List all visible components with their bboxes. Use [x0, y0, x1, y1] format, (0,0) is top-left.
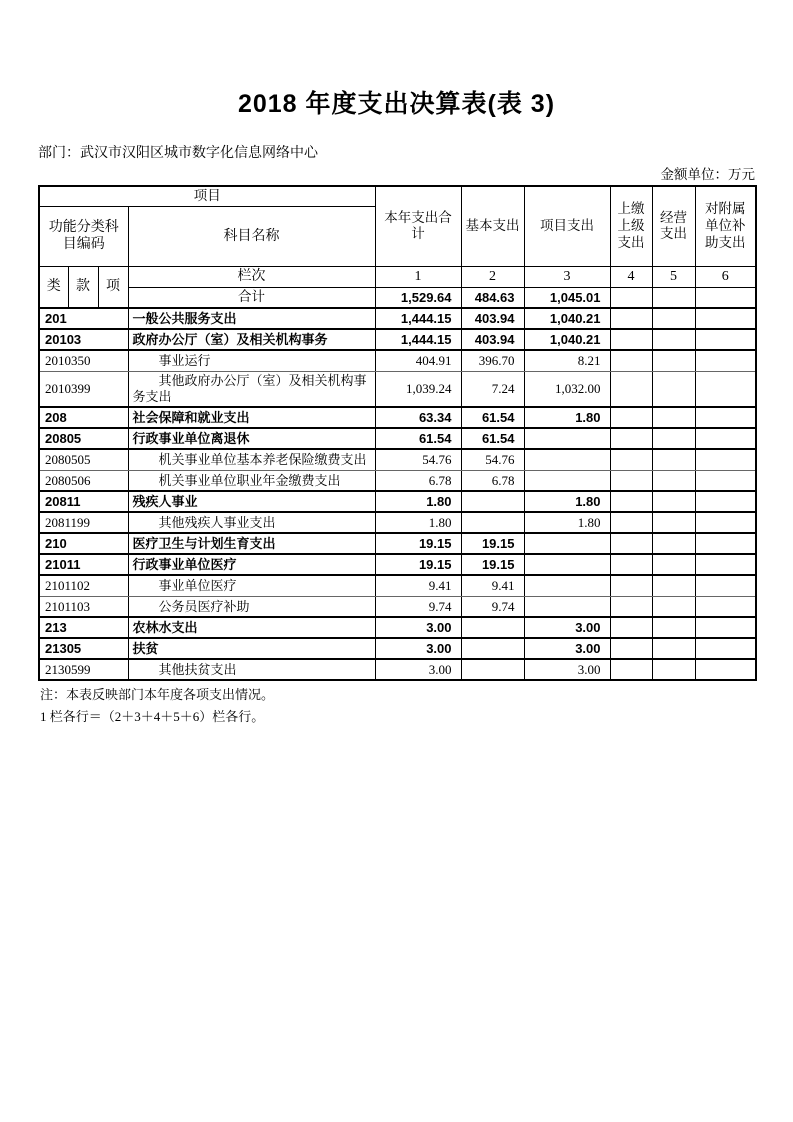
amount-project-cell	[524, 449, 610, 470]
table-row	[39, 659, 756, 680]
amount-subsidy-cell	[695, 575, 756, 596]
amount-subsidy-cell	[695, 659, 756, 680]
class-header: 类	[39, 266, 68, 308]
amount-upper-cell	[610, 638, 652, 659]
amount-subsidy-cell	[695, 428, 756, 449]
func-code-cell: 20811	[39, 491, 128, 512]
amount-upper-cell	[610, 470, 652, 491]
amount-operating-cell	[652, 407, 695, 428]
section-header: 款	[68, 266, 98, 308]
amount-upper-cell	[610, 491, 652, 512]
func-code-cell: 2010399	[39, 371, 128, 407]
func-code-cell: 2130599	[39, 659, 128, 680]
column-index: 1	[375, 266, 461, 287]
func-code-cell: 2101102	[39, 575, 128, 596]
amount-subsidy-cell	[695, 350, 756, 371]
amount-total-cell: 61.54	[375, 428, 461, 449]
amount-basic-cell: 7.24	[461, 371, 524, 407]
amount-upper-cell	[610, 407, 652, 428]
amount-total-cell: 9.41	[375, 575, 461, 596]
amount-basic-cell: 396.70	[461, 350, 524, 371]
amount-upper-cell	[610, 308, 652, 329]
table-row	[39, 470, 756, 491]
table-header	[39, 186, 756, 308]
amount-subsidy-cell	[695, 470, 756, 491]
amount-basic-cell	[461, 491, 524, 512]
col-header-total: 本年支出合计	[375, 186, 461, 266]
amount-subsidy-cell	[695, 512, 756, 533]
func-code-cell: 20103	[39, 329, 128, 350]
amount-basic-cell: 9.41	[461, 575, 524, 596]
amount-project-cell: 1,040.21	[524, 308, 610, 329]
subject-name-cell: 事业单位医疗	[128, 575, 375, 596]
note-1: 注：本表反映部门本年度各项支出情况。	[40, 687, 275, 703]
amount-basic-cell: 61.54	[461, 407, 524, 428]
subject-name-cell: 扶贫	[128, 638, 375, 659]
func-code-cell: 213	[39, 617, 128, 638]
amount-subsidy-cell	[695, 638, 756, 659]
amount-operating-cell	[652, 533, 695, 554]
subject-name-cell: 机关事业单位基本养老保险缴费支出	[128, 449, 375, 470]
func-code-cell: 2101103	[39, 596, 128, 617]
amount-project-cell: 1,032.00	[524, 371, 610, 407]
func-code-cell: 2080505	[39, 449, 128, 470]
table-row	[39, 617, 756, 638]
subject-name-cell: 政府办公厅（室）及相关机构事务	[128, 329, 375, 350]
amount-upper-cell	[610, 575, 652, 596]
func-code-cell: 2080506	[39, 470, 128, 491]
amount-operating-cell	[652, 575, 695, 596]
table-row	[39, 371, 756, 407]
document-meta	[38, 142, 755, 183]
table-row	[39, 350, 756, 371]
column-index: 5	[652, 266, 695, 287]
project-header: 项目	[39, 186, 375, 206]
subject-name-cell: 其他残疾人事业支出	[128, 512, 375, 533]
amount-subsidy-cell	[695, 371, 756, 407]
amount-basic-cell: 61.54	[461, 428, 524, 449]
amount-basic-cell: 19.15	[461, 554, 524, 575]
amount-project-cell: 3.00	[524, 638, 610, 659]
expenditure-table	[38, 185, 757, 681]
subject-name-cell: 机关事业单位职业年金缴费支出	[128, 470, 375, 491]
column-index: 3	[524, 266, 610, 287]
amount-subsidy-cell	[695, 329, 756, 350]
table-row	[39, 596, 756, 617]
func-code-cell: 20805	[39, 428, 128, 449]
col-header-basic: 基本支出	[461, 186, 524, 266]
amount-total-cell: 19.15	[375, 533, 461, 554]
amount-project-cell	[524, 428, 610, 449]
amount-total-cell: 6.78	[375, 470, 461, 491]
page-title: 2018 年度支出决算表(表 3)	[237, 90, 556, 118]
amount-operating-cell	[652, 350, 695, 371]
amount-total-cell: 3.00	[375, 638, 461, 659]
amount-basic-cell: 19.15	[461, 533, 524, 554]
table-row	[39, 638, 756, 659]
subject-name-cell: 农林水支出	[128, 617, 375, 638]
amount-operating-cell	[652, 428, 695, 449]
table-row	[39, 512, 756, 533]
subject-name-cell: 残疾人事业	[128, 491, 375, 512]
amount-project-cell	[524, 575, 610, 596]
amount-project-cell: 1.80	[524, 407, 610, 428]
grand-total-label: 合计	[128, 287, 375, 308]
header-row-index	[39, 266, 756, 287]
amount-subsidy-cell	[695, 596, 756, 617]
grand-total-basic: 484.63	[461, 287, 524, 308]
grand-total-upper	[610, 287, 652, 308]
column-index: 2	[461, 266, 524, 287]
amount-subsidy-cell	[695, 308, 756, 329]
amount-total-cell: 1.80	[375, 491, 461, 512]
func-code-cell: 21305	[39, 638, 128, 659]
amount-total-cell: 3.00	[375, 659, 461, 680]
amount-total-cell: 1,444.15	[375, 329, 461, 350]
func-code-cell: 2081199	[39, 512, 128, 533]
amount-upper-cell	[610, 350, 652, 371]
amount-subsidy-cell	[695, 407, 756, 428]
grand-total-amount: 1,529.64	[375, 287, 461, 308]
amount-total-cell: 3.00	[375, 617, 461, 638]
amount-project-cell	[524, 554, 610, 575]
subject-name-cell: 行政事业单位医疗	[128, 554, 375, 575]
amount-upper-cell	[610, 617, 652, 638]
func-code-cell: 210	[39, 533, 128, 554]
column-index: 4	[610, 266, 652, 287]
amount-unit-label: 金额单位：万元	[660, 167, 755, 182]
table-row	[39, 308, 756, 329]
amount-operating-cell	[652, 449, 695, 470]
col-header-project-exp: 项目支出	[524, 186, 610, 266]
amount-project-cell: 1.80	[524, 491, 610, 512]
col-header-upper: 上缴上级支出	[610, 186, 652, 266]
table-row	[39, 533, 756, 554]
grand-total-row	[39, 287, 756, 308]
col-header-operating: 经营支出	[652, 186, 695, 266]
amount-total-cell: 19.15	[375, 554, 461, 575]
amount-operating-cell	[652, 308, 695, 329]
amount-project-cell: 1,040.21	[524, 329, 610, 350]
func-code-cell: 208	[39, 407, 128, 428]
amount-basic-cell	[461, 512, 524, 533]
amount-operating-cell	[652, 512, 695, 533]
amount-operating-cell	[652, 659, 695, 680]
amount-operating-cell	[652, 554, 695, 575]
grand-total-project: 1,045.01	[524, 287, 610, 308]
note-2: 1 栏各行＝（2＋3＋4＋5＋6）栏各行。	[40, 709, 265, 725]
func-code-cell: 2010350	[39, 350, 128, 371]
amount-subsidy-cell	[695, 554, 756, 575]
amount-basic-cell: 403.94	[461, 308, 524, 329]
table-row	[39, 407, 756, 428]
table-body	[39, 308, 756, 680]
amount-basic-cell: 403.94	[461, 329, 524, 350]
amount-basic-cell: 54.76	[461, 449, 524, 470]
subject-name-cell: 行政事业单位离退休	[128, 428, 375, 449]
amount-project-cell	[524, 533, 610, 554]
subject-name-header: 科目名称	[128, 206, 375, 266]
table-row	[39, 575, 756, 596]
amount-operating-cell	[652, 329, 695, 350]
amount-subsidy-cell	[695, 617, 756, 638]
subject-name-cell: 事业运行	[128, 350, 375, 371]
amount-upper-cell	[610, 428, 652, 449]
amount-project-cell: 1.80	[524, 512, 610, 533]
amount-operating-cell	[652, 470, 695, 491]
amount-total-cell: 1.80	[375, 512, 461, 533]
amount-project-cell: 3.00	[524, 659, 610, 680]
subject-name-cell: 一般公共服务支出	[128, 308, 375, 329]
amount-operating-cell	[652, 596, 695, 617]
footnotes	[40, 686, 793, 727]
amount-upper-cell	[610, 329, 652, 350]
amount-basic-cell	[461, 638, 524, 659]
amount-operating-cell	[652, 617, 695, 638]
grand-total-operating	[652, 287, 695, 308]
table-row	[39, 554, 756, 575]
amount-operating-cell	[652, 371, 695, 407]
amount-total-cell: 404.91	[375, 350, 461, 371]
amount-upper-cell	[610, 449, 652, 470]
func-code-cell: 21011	[39, 554, 128, 575]
amount-total-cell: 63.34	[375, 407, 461, 428]
grand-total-subsidy	[695, 287, 756, 308]
amount-project-cell	[524, 470, 610, 491]
amount-upper-cell	[610, 371, 652, 407]
col-header-subsidy: 对附属单位补助支出	[695, 186, 756, 266]
subject-name-cell: 医疗卫生与计划生育支出	[128, 533, 375, 554]
amount-subsidy-cell	[695, 533, 756, 554]
func-code-cell: 201	[39, 308, 128, 329]
table-row	[39, 329, 756, 350]
amount-project-cell	[524, 596, 610, 617]
index-row-label: 栏次	[128, 266, 375, 287]
subject-name-cell: 社会保障和就业支出	[128, 407, 375, 428]
table-row	[39, 449, 756, 470]
amount-upper-cell	[610, 659, 652, 680]
department-label: 部门：武汉市汉阳区城市数字化信息网络中心	[38, 146, 318, 161]
column-index: 6	[695, 266, 756, 287]
subject-name-cell: 其他扶贫支出	[128, 659, 375, 680]
item-header: 项	[98, 266, 128, 308]
amount-basic-cell	[461, 617, 524, 638]
amount-basic-cell: 6.78	[461, 470, 524, 491]
subject-name-cell: 其他政府办公厅（室）及相关机构事务支出	[128, 371, 375, 407]
amount-total-cell: 1,444.15	[375, 308, 461, 329]
amount-basic-cell: 9.74	[461, 596, 524, 617]
subject-name-cell: 公务员医疗补助	[128, 596, 375, 617]
amount-total-cell: 9.74	[375, 596, 461, 617]
amount-total-cell: 54.76	[375, 449, 461, 470]
header-row-project	[39, 186, 756, 206]
amount-total-cell: 1,039.24	[375, 371, 461, 407]
amount-operating-cell	[652, 638, 695, 659]
amount-project-cell: 8.21	[524, 350, 610, 371]
amount-subsidy-cell	[695, 491, 756, 512]
amount-subsidy-cell	[695, 449, 756, 470]
amount-project-cell: 3.00	[524, 617, 610, 638]
amount-upper-cell	[610, 512, 652, 533]
func-code-header: 功能分类科目编码	[39, 206, 128, 266]
amount-basic-cell	[461, 659, 524, 680]
amount-upper-cell	[610, 554, 652, 575]
table-row	[39, 491, 756, 512]
amount-upper-cell	[610, 596, 652, 617]
table-row	[39, 428, 756, 449]
amount-operating-cell	[652, 491, 695, 512]
amount-upper-cell	[610, 533, 652, 554]
